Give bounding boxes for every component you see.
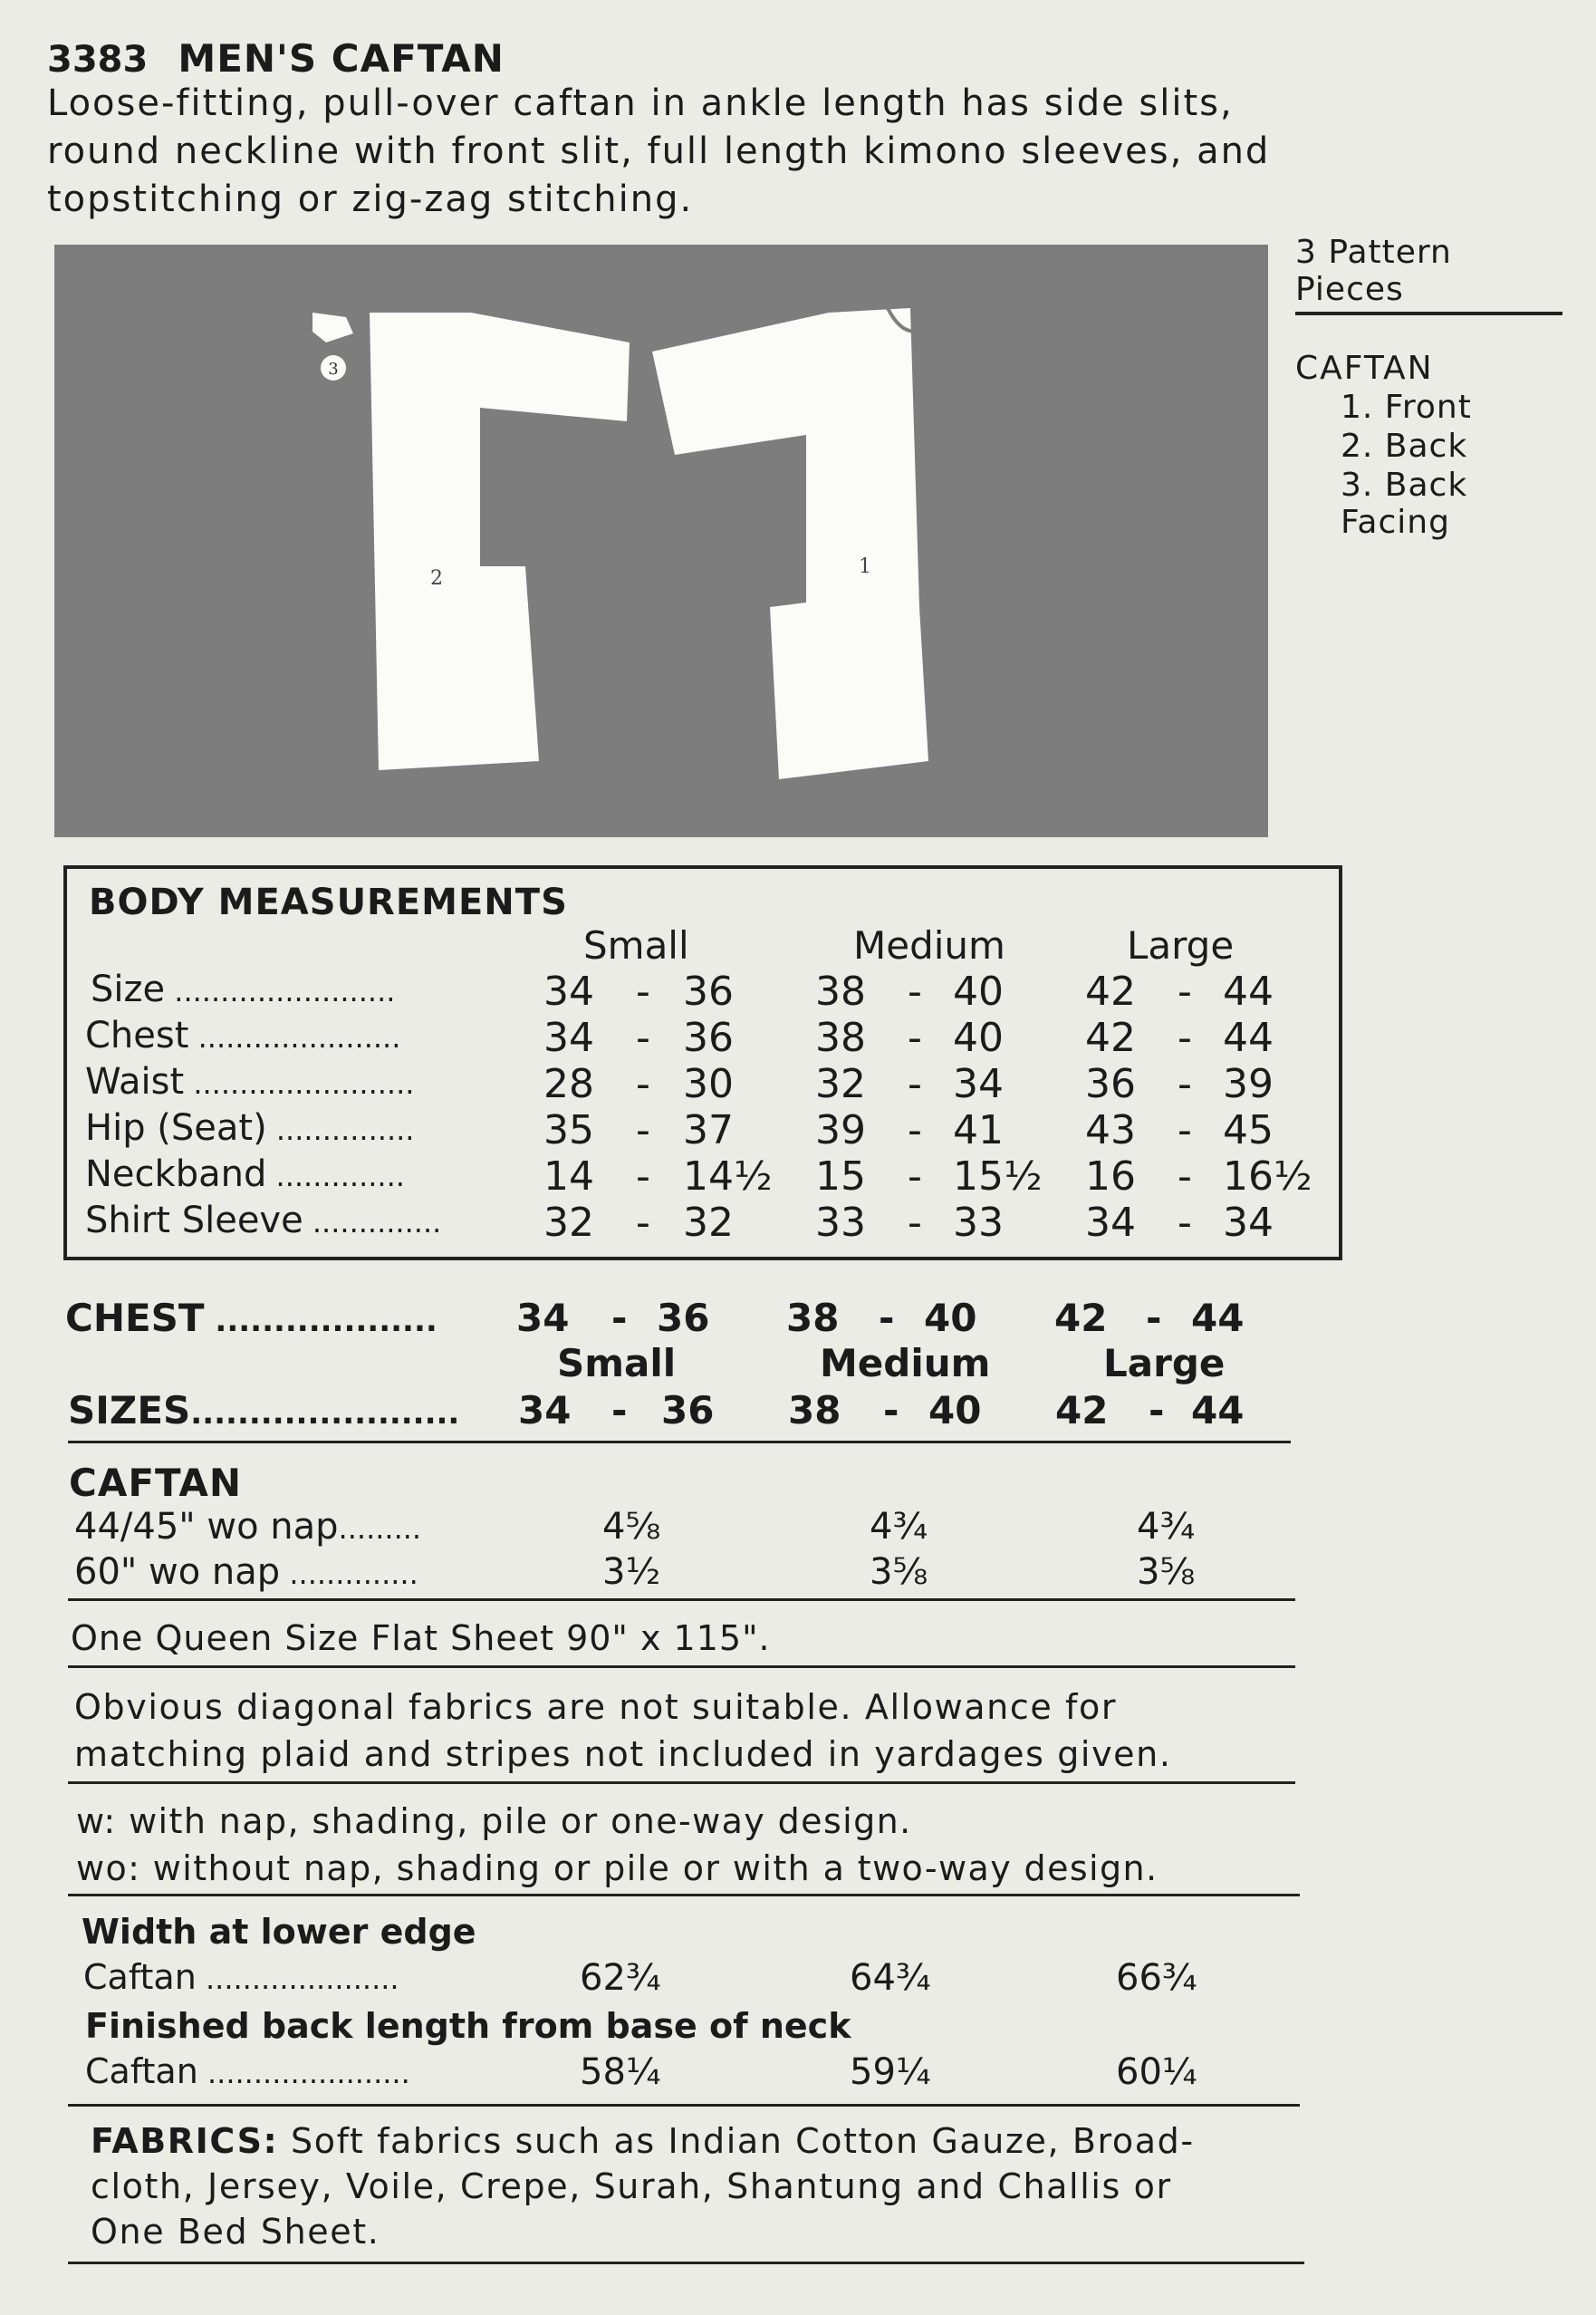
yardage-row-label: 44/45" wo nap bbox=[74, 1506, 339, 1548]
measurement-value: - bbox=[1178, 1015, 1192, 1061]
measurement-label: Waist bbox=[85, 1061, 185, 1103]
measurement-value: 42 bbox=[1085, 969, 1136, 1015]
measurement-value: 14½ bbox=[683, 1153, 773, 1200]
measurement-value: 34 bbox=[543, 969, 594, 1015]
divider bbox=[68, 1441, 1291, 1443]
leader-dots: ................... bbox=[204, 1303, 437, 1339]
measurement-value: 33 bbox=[953, 1200, 1004, 1246]
measurement-label: Neckband bbox=[85, 1153, 267, 1195]
measurement-value: 15 bbox=[815, 1153, 866, 1200]
size-name-large: Large bbox=[1127, 923, 1235, 968]
measurement-value: 44 bbox=[1223, 969, 1274, 1015]
pattern-piece-item: 3. Back Facing bbox=[1341, 467, 1468, 541]
sizes-value: 34 bbox=[518, 1388, 572, 1432]
header bbox=[47, 36, 1315, 81]
measurement-value: - bbox=[908, 1061, 922, 1107]
size-name-small: Small bbox=[557, 1341, 677, 1385]
measurement-value: 43 bbox=[1085, 1107, 1136, 1153]
nap-note bbox=[76, 1798, 1159, 1892]
measurement-value: - bbox=[1178, 1061, 1192, 1107]
measurement-row bbox=[67, 1061, 1339, 1108]
divider bbox=[68, 2104, 1300, 2107]
measurement-value: - bbox=[1178, 969, 1192, 1015]
pattern-piece-item: 2. Back bbox=[1341, 428, 1468, 465]
description-line: topstitching or zig-zag stitching. bbox=[47, 178, 694, 220]
measurement-value: 44 bbox=[1223, 1015, 1274, 1061]
yardage-value: 4⅝ bbox=[602, 1506, 661, 1548]
chest-label: CHEST bbox=[65, 1296, 205, 1340]
pattern-pieces-heading: 3 Pattern Pieces bbox=[1295, 234, 1452, 308]
chest-value: 34 bbox=[516, 1296, 570, 1340]
measurement-value: - bbox=[636, 1061, 650, 1107]
nap-note-line: w: with nap, shading, pile or one-way design. bbox=[76, 1801, 912, 1841]
measurement-label: Chest bbox=[85, 1015, 189, 1056]
fabrics-paragraph bbox=[91, 2118, 1195, 2254]
measurement-value: 14 bbox=[543, 1153, 594, 1200]
measurement-value: 34 bbox=[1085, 1200, 1136, 1246]
width-value: 64¾ bbox=[850, 1957, 931, 1999]
measurement-value: 34 bbox=[1223, 1200, 1274, 1246]
measurement-value: 32 bbox=[543, 1200, 594, 1246]
fabrics-line: Soft fabrics such as Indian Cotton Gauze, Broad- bbox=[278, 2121, 1195, 2161]
fabrics-line: One Bed Sheet. bbox=[91, 2212, 380, 2252]
nap-note-line: wo: without nap, shading or pile or with a two-way design. bbox=[76, 1848, 1159, 1888]
measurement-value: 33 bbox=[815, 1200, 866, 1246]
divider bbox=[68, 1665, 1295, 1668]
pattern-number: 3383 bbox=[47, 39, 149, 81]
measurement-value: 38 bbox=[815, 969, 866, 1015]
fabrics-line: cloth, Jersey, Voile, Crepe, Surah, Shantung and Challis or bbox=[91, 2166, 1172, 2206]
measurement-value: 38 bbox=[815, 1015, 866, 1061]
measurement-value: 36 bbox=[1085, 1061, 1136, 1107]
divider bbox=[68, 2262, 1304, 2264]
leader-dots: ............... bbox=[266, 1113, 415, 1147]
measurement-value: 34 bbox=[543, 1015, 594, 1061]
measurement-value: - bbox=[636, 1200, 650, 1246]
divider bbox=[68, 1894, 1300, 1896]
measurement-value: - bbox=[636, 1153, 650, 1200]
chest-value: 44 bbox=[1191, 1296, 1245, 1340]
length-value: 58¼ bbox=[580, 2051, 661, 2093]
measurement-value: 15½ bbox=[953, 1153, 1043, 1200]
page-title: MEN'S CAFTAN bbox=[178, 36, 505, 81]
sizes-value: 40 bbox=[928, 1388, 982, 1432]
measurement-value: 36 bbox=[683, 1015, 734, 1061]
size-name-medium: Medium bbox=[820, 1341, 991, 1385]
measurement-value: 37 bbox=[683, 1107, 734, 1153]
sizes-value: - bbox=[883, 1388, 899, 1432]
measurement-value: 41 bbox=[953, 1107, 1004, 1153]
measurement-value: 34 bbox=[953, 1061, 1004, 1107]
divider bbox=[68, 1598, 1295, 1601]
size-name-small: Small bbox=[583, 923, 689, 968]
measurement-label: Shirt Sleeve bbox=[85, 1200, 303, 1241]
measurement-value: - bbox=[1178, 1153, 1192, 1200]
measurement-row bbox=[67, 1200, 1339, 1247]
leader-dots: ..................... bbox=[196, 1962, 399, 1996]
leader-dots: ......... bbox=[338, 1511, 422, 1546]
measurement-label: Size bbox=[91, 969, 166, 1010]
sizes-value: - bbox=[1149, 1388, 1165, 1432]
leader-dots: ...................... bbox=[197, 2056, 410, 2090]
fabric-note-line: matching plaid and stripes not included in yardages given. bbox=[74, 1734, 1172, 1774]
chest-value: - bbox=[879, 1296, 895, 1340]
measurement-value: 40 bbox=[953, 969, 1004, 1015]
chest-value: - bbox=[611, 1296, 628, 1340]
description-line: round neckline with front slit, full length kimono sleeves, and bbox=[47, 130, 1271, 172]
piece-label: 3 bbox=[328, 360, 339, 379]
length-row bbox=[63, 2051, 1295, 2098]
sizes-label: SIZES bbox=[68, 1388, 191, 1432]
yardage-value: 3⅝ bbox=[1137, 1551, 1196, 1593]
width-row-label: Caftan bbox=[83, 1957, 197, 1997]
yardage-section bbox=[63, 1296, 1295, 2274]
pattern-pieces-rule bbox=[1295, 312, 1562, 315]
description-line: Loose-fitting, pull-over caftan in ankle length has side slits, bbox=[47, 82, 1234, 124]
measurement-value: 35 bbox=[543, 1107, 594, 1153]
sizes-value: 38 bbox=[788, 1388, 841, 1432]
pattern-layout-illustration bbox=[54, 245, 1268, 837]
divider bbox=[68, 1781, 1295, 1784]
yardage-value: 4¾ bbox=[1137, 1506, 1196, 1548]
leader-dots: ........................ bbox=[165, 974, 396, 1008]
caftan-heading: CAFTAN bbox=[69, 1461, 243, 1505]
body-measurements-box bbox=[63, 865, 1342, 1260]
fabric-note bbox=[74, 1683, 1172, 1778]
measurement-value: - bbox=[1178, 1107, 1192, 1153]
sizes-value: 36 bbox=[661, 1388, 715, 1432]
measurement-value: - bbox=[908, 1153, 922, 1200]
chest-row bbox=[63, 1296, 1295, 1343]
yardage-value: 3⅝ bbox=[870, 1551, 928, 1593]
yardage-row-label: 60" wo nap bbox=[74, 1551, 281, 1593]
sizes-value: 44 bbox=[1191, 1388, 1245, 1432]
measurement-value: 36 bbox=[683, 969, 734, 1015]
measurement-value: 16½ bbox=[1223, 1153, 1312, 1200]
length-row-label: Caftan bbox=[85, 2051, 198, 2091]
measurement-row bbox=[67, 1015, 1339, 1062]
measurement-value: - bbox=[636, 969, 650, 1015]
measurement-row bbox=[67, 1153, 1339, 1201]
measurement-value: - bbox=[908, 1107, 922, 1153]
chest-value: 38 bbox=[786, 1296, 840, 1340]
measurement-row bbox=[67, 1107, 1339, 1154]
length-heading: Finished back length from base of neck bbox=[85, 2006, 851, 2046]
description bbox=[47, 80, 1333, 224]
pattern-pieces-panel bbox=[1295, 234, 1567, 541]
sizes-row bbox=[63, 1388, 1295, 1435]
width-value: 66¾ bbox=[1116, 1957, 1197, 1999]
body-measurements-title: BODY MEASUREMENTS bbox=[89, 882, 568, 923]
measurement-value: 40 bbox=[953, 1015, 1004, 1061]
fabric-note-line: Obvious diagonal fabrics are not suitable. Allowance for bbox=[74, 1687, 1118, 1727]
measurement-value: - bbox=[636, 1107, 650, 1153]
measurement-value: 42 bbox=[1085, 1015, 1136, 1061]
measurement-value: 28 bbox=[543, 1061, 594, 1107]
measurement-value: 32 bbox=[815, 1061, 866, 1107]
body-measurements-table bbox=[67, 969, 1339, 1259]
sizes-value: - bbox=[611, 1388, 628, 1432]
yardage-value: 3½ bbox=[602, 1551, 661, 1593]
leader-dots: ...................... bbox=[188, 1020, 401, 1055]
yardage-row bbox=[63, 1506, 1295, 1553]
leader-dots: ....................... bbox=[190, 1395, 460, 1432]
measurement-value: 16 bbox=[1085, 1153, 1136, 1200]
measurement-value: 39 bbox=[815, 1107, 866, 1153]
size-name-large: Large bbox=[1103, 1341, 1226, 1385]
yardage-row bbox=[63, 1551, 1295, 1598]
measurement-value: 39 bbox=[1223, 1061, 1274, 1107]
measurement-value: - bbox=[636, 1015, 650, 1061]
measurement-value: 30 bbox=[683, 1061, 734, 1107]
size-name-medium: Medium bbox=[853, 923, 1005, 968]
fabrics-label: FABRICS: bbox=[91, 2121, 279, 2161]
yardage-value: 4¾ bbox=[870, 1506, 928, 1548]
measurement-value: 32 bbox=[683, 1200, 734, 1246]
pattern-piece-item: 1. Front bbox=[1341, 389, 1472, 426]
leader-dots: .............. bbox=[303, 1205, 442, 1239]
chest-value: 36 bbox=[657, 1296, 710, 1340]
measurement-value: - bbox=[908, 1200, 922, 1246]
sheet-note: One Queen Size Flat Sheet 90" x 115". bbox=[71, 1618, 771, 1658]
measurement-value: 45 bbox=[1223, 1107, 1274, 1153]
measurement-value: - bbox=[1178, 1200, 1192, 1246]
illustration-background bbox=[54, 245, 1268, 837]
piece-label: 2 bbox=[430, 567, 443, 590]
pattern-pieces-group: CAFTAN bbox=[1295, 350, 1434, 387]
leader-dots: ........................ bbox=[184, 1066, 415, 1101]
measurement-value: - bbox=[908, 1015, 922, 1061]
chest-value: 42 bbox=[1054, 1296, 1108, 1340]
leader-dots: .............. bbox=[266, 1159, 405, 1193]
piece-label: 1 bbox=[859, 555, 871, 578]
measurement-row bbox=[67, 969, 1339, 1016]
measurement-value: - bbox=[908, 969, 922, 1015]
width-value: 62¾ bbox=[580, 1957, 661, 1999]
sizes-value: 42 bbox=[1055, 1388, 1109, 1432]
length-value: 59¼ bbox=[850, 2051, 931, 2093]
measurement-label: Hip (Seat) bbox=[85, 1107, 267, 1149]
chest-value: 40 bbox=[924, 1296, 977, 1340]
width-row bbox=[63, 1957, 1295, 2004]
width-heading: Width at lower edge bbox=[82, 1912, 476, 1952]
leader-dots: .............. bbox=[280, 1557, 418, 1591]
chest-value: - bbox=[1146, 1296, 1162, 1340]
length-value: 60¼ bbox=[1116, 2051, 1197, 2093]
